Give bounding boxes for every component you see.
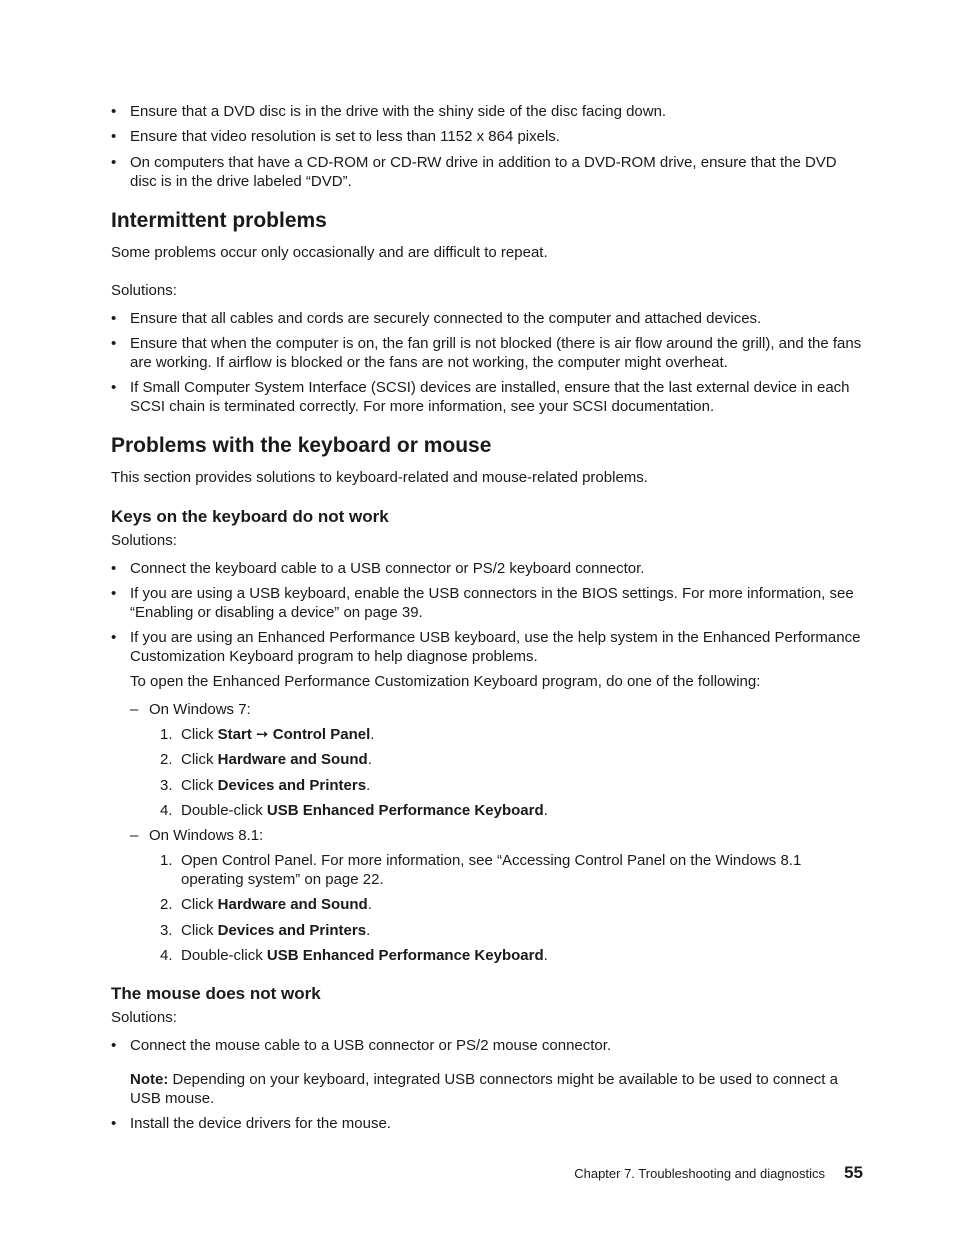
- step-number: 2.: [160, 751, 173, 768]
- arrow-right-icon: ➙: [256, 726, 269, 743]
- bullet-marker: •: [111, 154, 117, 171]
- note-paragraph: [130, 1070, 863, 1108]
- solutions-label: Solutions:: [111, 282, 177, 299]
- list-item-text: Ensure that when the computer is on, the fan grill is not blocked (there is air flow around the grill), and the fans are working. If airflow is blocked or the fans are not working, the computer might overheat.: [130, 335, 862, 371]
- step-number: 3.: [160, 922, 173, 939]
- step-number: 4.: [160, 802, 173, 819]
- step-text: Open Control Panel. For more information, see “Accessing Control Panel on the Windows 8.1 operating system” on page 22.: [181, 852, 802, 888]
- step-number: 2.: [160, 896, 173, 913]
- ui-term: USB Enhanced Performance Keyboard: [266, 947, 544, 964]
- page-footer: [520, 1163, 863, 1185]
- list-item-text: If you are using an Enhanced Performance USB keyboard, use the help system in the Enhanced Performance Customization Keyboard program to help diagnose problems.: [130, 629, 861, 665]
- note-text: Depending on your keyboard, integrated USB connectors might be available to be used to connect a USB mouse.: [130, 1071, 838, 1107]
- bullet-marker: •: [111, 1037, 117, 1054]
- bullet-marker: •: [111, 103, 117, 120]
- dash-marker: –: [130, 827, 139, 844]
- instruction-text: To open the Enhanced Performance Customization Keyboard program, do one of the following:: [130, 673, 761, 690]
- solutions-label: Solutions:: [111, 532, 177, 549]
- chapter-title: Chapter 7. Troubleshooting and diagnostics: [574, 1166, 825, 1181]
- list-item-text: Connect the mouse cable to a USB connector or PS/2 mouse connector.: [130, 1037, 612, 1054]
- list-item-text: Install the device drivers for the mouse.: [130, 1115, 391, 1132]
- step-number: 3.: [160, 777, 173, 794]
- list-item-text: If Small Computer System Interface (SCSI) devices are installed, ensure that the last external device in each SCSI chain is terminated correctly. For more information, see your SCSI documentation.: [130, 379, 850, 415]
- step-text: Click Hardware and Sound.: [181, 896, 372, 913]
- list-item-text: Ensure that video resolution is set to less than 1152 x 864 pixels.: [130, 128, 560, 145]
- bullet-marker: •: [111, 310, 117, 327]
- section-heading-keyboard-mouse: Problems with the keyboard or mouse: [111, 434, 492, 457]
- list-item-text: If you are using a USB keyboard, enable the USB connectors in the BIOS settings. For more information, see “Enabling or disabling a device” on page 39.: [130, 585, 854, 621]
- list-item-text: On computers that have a CD-ROM or CD-RW drive in addition to a DVD-ROM drive, ensure that the DVD disc is in the drive labeled “DVD”.: [130, 154, 837, 190]
- list-item-text: Ensure that a DVD disc is in the drive with the shiny side of the disc facing down.: [130, 103, 667, 120]
- page-number: 55: [844, 1163, 863, 1182]
- bullet-marker: •: [111, 1115, 117, 1132]
- os-label: On Windows 7:: [149, 701, 251, 718]
- section-description: Some problems occur only occasionally and are difficult to repeat.: [111, 244, 548, 261]
- step-text: Click Devices and Printers.: [181, 777, 371, 794]
- step-text: Click Start ➙ Control Panel.: [181, 726, 375, 743]
- list-item-text: Connect the keyboard cable to a USB connector or PS/2 keyboard connector.: [130, 560, 645, 577]
- step-number: 1.: [160, 852, 173, 869]
- step-text: Click Devices and Printers.: [181, 922, 371, 939]
- subsection-heading-keyboard: Keys on the keyboard do not work: [111, 507, 389, 526]
- note-label: Note:: [130, 1071, 169, 1088]
- step-text: Click Hardware and Sound.: [181, 751, 372, 768]
- bullet-marker: •: [111, 335, 117, 352]
- step-number: 1.: [160, 726, 173, 743]
- ui-term: Hardware and Sound: [217, 896, 368, 913]
- step-text: Double-click USB Enhanced Performance Keyboard.: [181, 947, 548, 964]
- section-heading-intermittent: Intermittent problems: [111, 209, 327, 232]
- bullet-marker: •: [111, 379, 117, 396]
- bullet-marker: •: [111, 629, 117, 646]
- bullet-marker: •: [111, 128, 117, 145]
- ui-term: Devices and Printers: [217, 922, 367, 939]
- ui-term: Devices and Printers: [217, 777, 367, 794]
- dash-marker: –: [130, 701, 139, 718]
- os-label: On Windows 8.1:: [149, 827, 264, 844]
- ui-term: Start: [217, 726, 252, 743]
- subsection-heading-mouse: The mouse does not work: [111, 984, 321, 1003]
- solutions-label: Solutions:: [111, 1009, 177, 1026]
- step-text: Double-click USB Enhanced Performance Keyboard.: [181, 802, 548, 819]
- ui-term: USB Enhanced Performance Keyboard: [266, 802, 544, 819]
- ui-term: Control Panel: [272, 726, 371, 743]
- bullet-marker: •: [111, 560, 117, 577]
- section-description: This section provides solutions to keyboard-related and mouse-related problems.: [111, 469, 648, 486]
- ui-term: Hardware and Sound: [217, 751, 368, 768]
- bullet-marker: •: [111, 585, 117, 602]
- list-item-text: Ensure that all cables and cords are securely connected to the computer and attached devices.: [130, 310, 762, 327]
- step-number: 4.: [160, 947, 173, 964]
